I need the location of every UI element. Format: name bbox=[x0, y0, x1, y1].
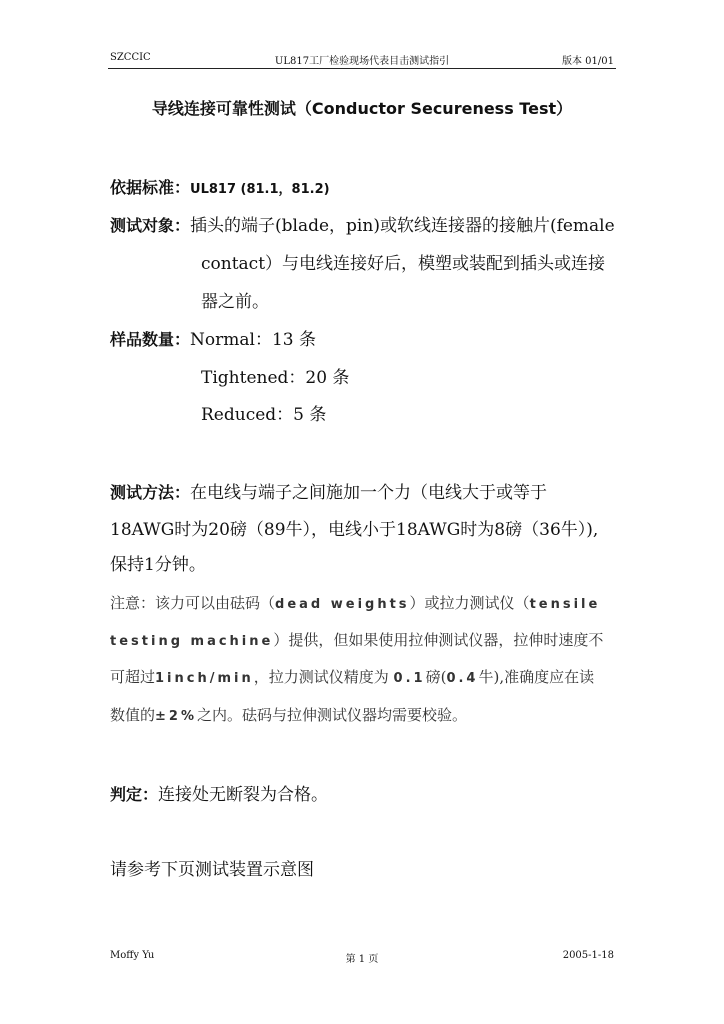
note-line-3 bbox=[110, 666, 594, 687]
note-text: ，拉力测试仪精度为 bbox=[253, 668, 389, 686]
note-text: 可超过 bbox=[110, 668, 156, 686]
title-chinese: 导线连接可靠性测试 bbox=[151, 99, 296, 118]
title-english: （Conductor Secureness Test） bbox=[295, 99, 573, 118]
note-text: 数值的 bbox=[110, 706, 156, 724]
target-line-2: contact）与电线连接好后，模塑或装配到插头或连接 bbox=[201, 254, 606, 274]
judgement-value: 连接处无断裂为合格。 bbox=[158, 785, 329, 805]
note-line-4 bbox=[110, 704, 467, 725]
note-term-precision-lb: 0.1 bbox=[393, 671, 426, 686]
page-title bbox=[0, 96, 724, 119]
note-term-testing-machine: testing machine bbox=[110, 634, 274, 649]
header-rule bbox=[108, 68, 616, 69]
note-text: ）提供，但如果使用拉伸测试仪器，拉伸时速度不 bbox=[273, 631, 604, 649]
judgement-label: 判定： bbox=[110, 785, 159, 804]
note-line-1 bbox=[110, 592, 600, 613]
note-line-2 bbox=[110, 629, 603, 650]
page-header bbox=[110, 52, 614, 68]
method-label: 测试方法： bbox=[110, 483, 191, 502]
note-text: 注意：该力可以由砝码（ bbox=[110, 594, 276, 612]
method-line-2: 18AWG时为20磅（89牛），电线小于18AWG时为8磅（36牛）), bbox=[110, 520, 599, 540]
sample-normal: Normal：13 条 bbox=[190, 330, 316, 350]
method-line-1 bbox=[110, 478, 547, 503]
target-line-1 bbox=[110, 211, 615, 236]
method-text-1: 在电线与端子之间施加一个力（电线大于或等于 bbox=[190, 483, 548, 503]
header-company: SZCCIC bbox=[110, 52, 151, 63]
sample-reduced: Reduced：5 条 bbox=[201, 405, 327, 425]
footer-author: Moffy Yu bbox=[110, 950, 155, 961]
method-line-3: 保持1分钟。 bbox=[110, 555, 206, 575]
note-text: ）或拉力测试仪（ bbox=[409, 594, 530, 612]
note-term-tensile: tensile bbox=[529, 597, 601, 612]
note-term-precision-n: 0.4 bbox=[446, 671, 479, 686]
basis-value: UL817 (81.1，81.2) bbox=[190, 182, 330, 197]
header-document-title: UL817工厂检验现场代表目击测试指引 bbox=[274, 56, 450, 67]
basis-label: 依据标准： bbox=[110, 178, 191, 197]
reference-note: 请参考下页测试装置示意图 bbox=[110, 860, 314, 880]
judgement-line bbox=[110, 780, 328, 805]
note-term-dead-weights: dead weights bbox=[275, 597, 410, 612]
target-line-3: 器之前。 bbox=[201, 292, 269, 312]
sample-tightened: Tightened：20 条 bbox=[201, 368, 350, 388]
note-text: 牛),准确度应在读 bbox=[478, 668, 595, 686]
note-term-accuracy: ±2% bbox=[155, 709, 197, 724]
samples-label: 样品数量： bbox=[110, 330, 191, 349]
basis-line bbox=[110, 175, 330, 198]
note-text: 之内。砝码与拉伸测试仪器均需要校验。 bbox=[196, 706, 467, 724]
note-text: 磅( bbox=[425, 668, 447, 686]
target-label: 测试对象： bbox=[110, 216, 191, 235]
target-text-1: 插头的端子(blade，pin)或软线连接器的接触片(female bbox=[190, 216, 615, 236]
footer-page-number: 第 1 页 bbox=[345, 954, 379, 965]
samples-line-1 bbox=[110, 325, 316, 350]
header-version: 版本 01/01 bbox=[562, 56, 614, 67]
page-footer bbox=[110, 950, 614, 966]
footer-date: 2005-1-18 bbox=[562, 950, 614, 961]
note-term-speed: 1inch/min bbox=[155, 671, 254, 686]
